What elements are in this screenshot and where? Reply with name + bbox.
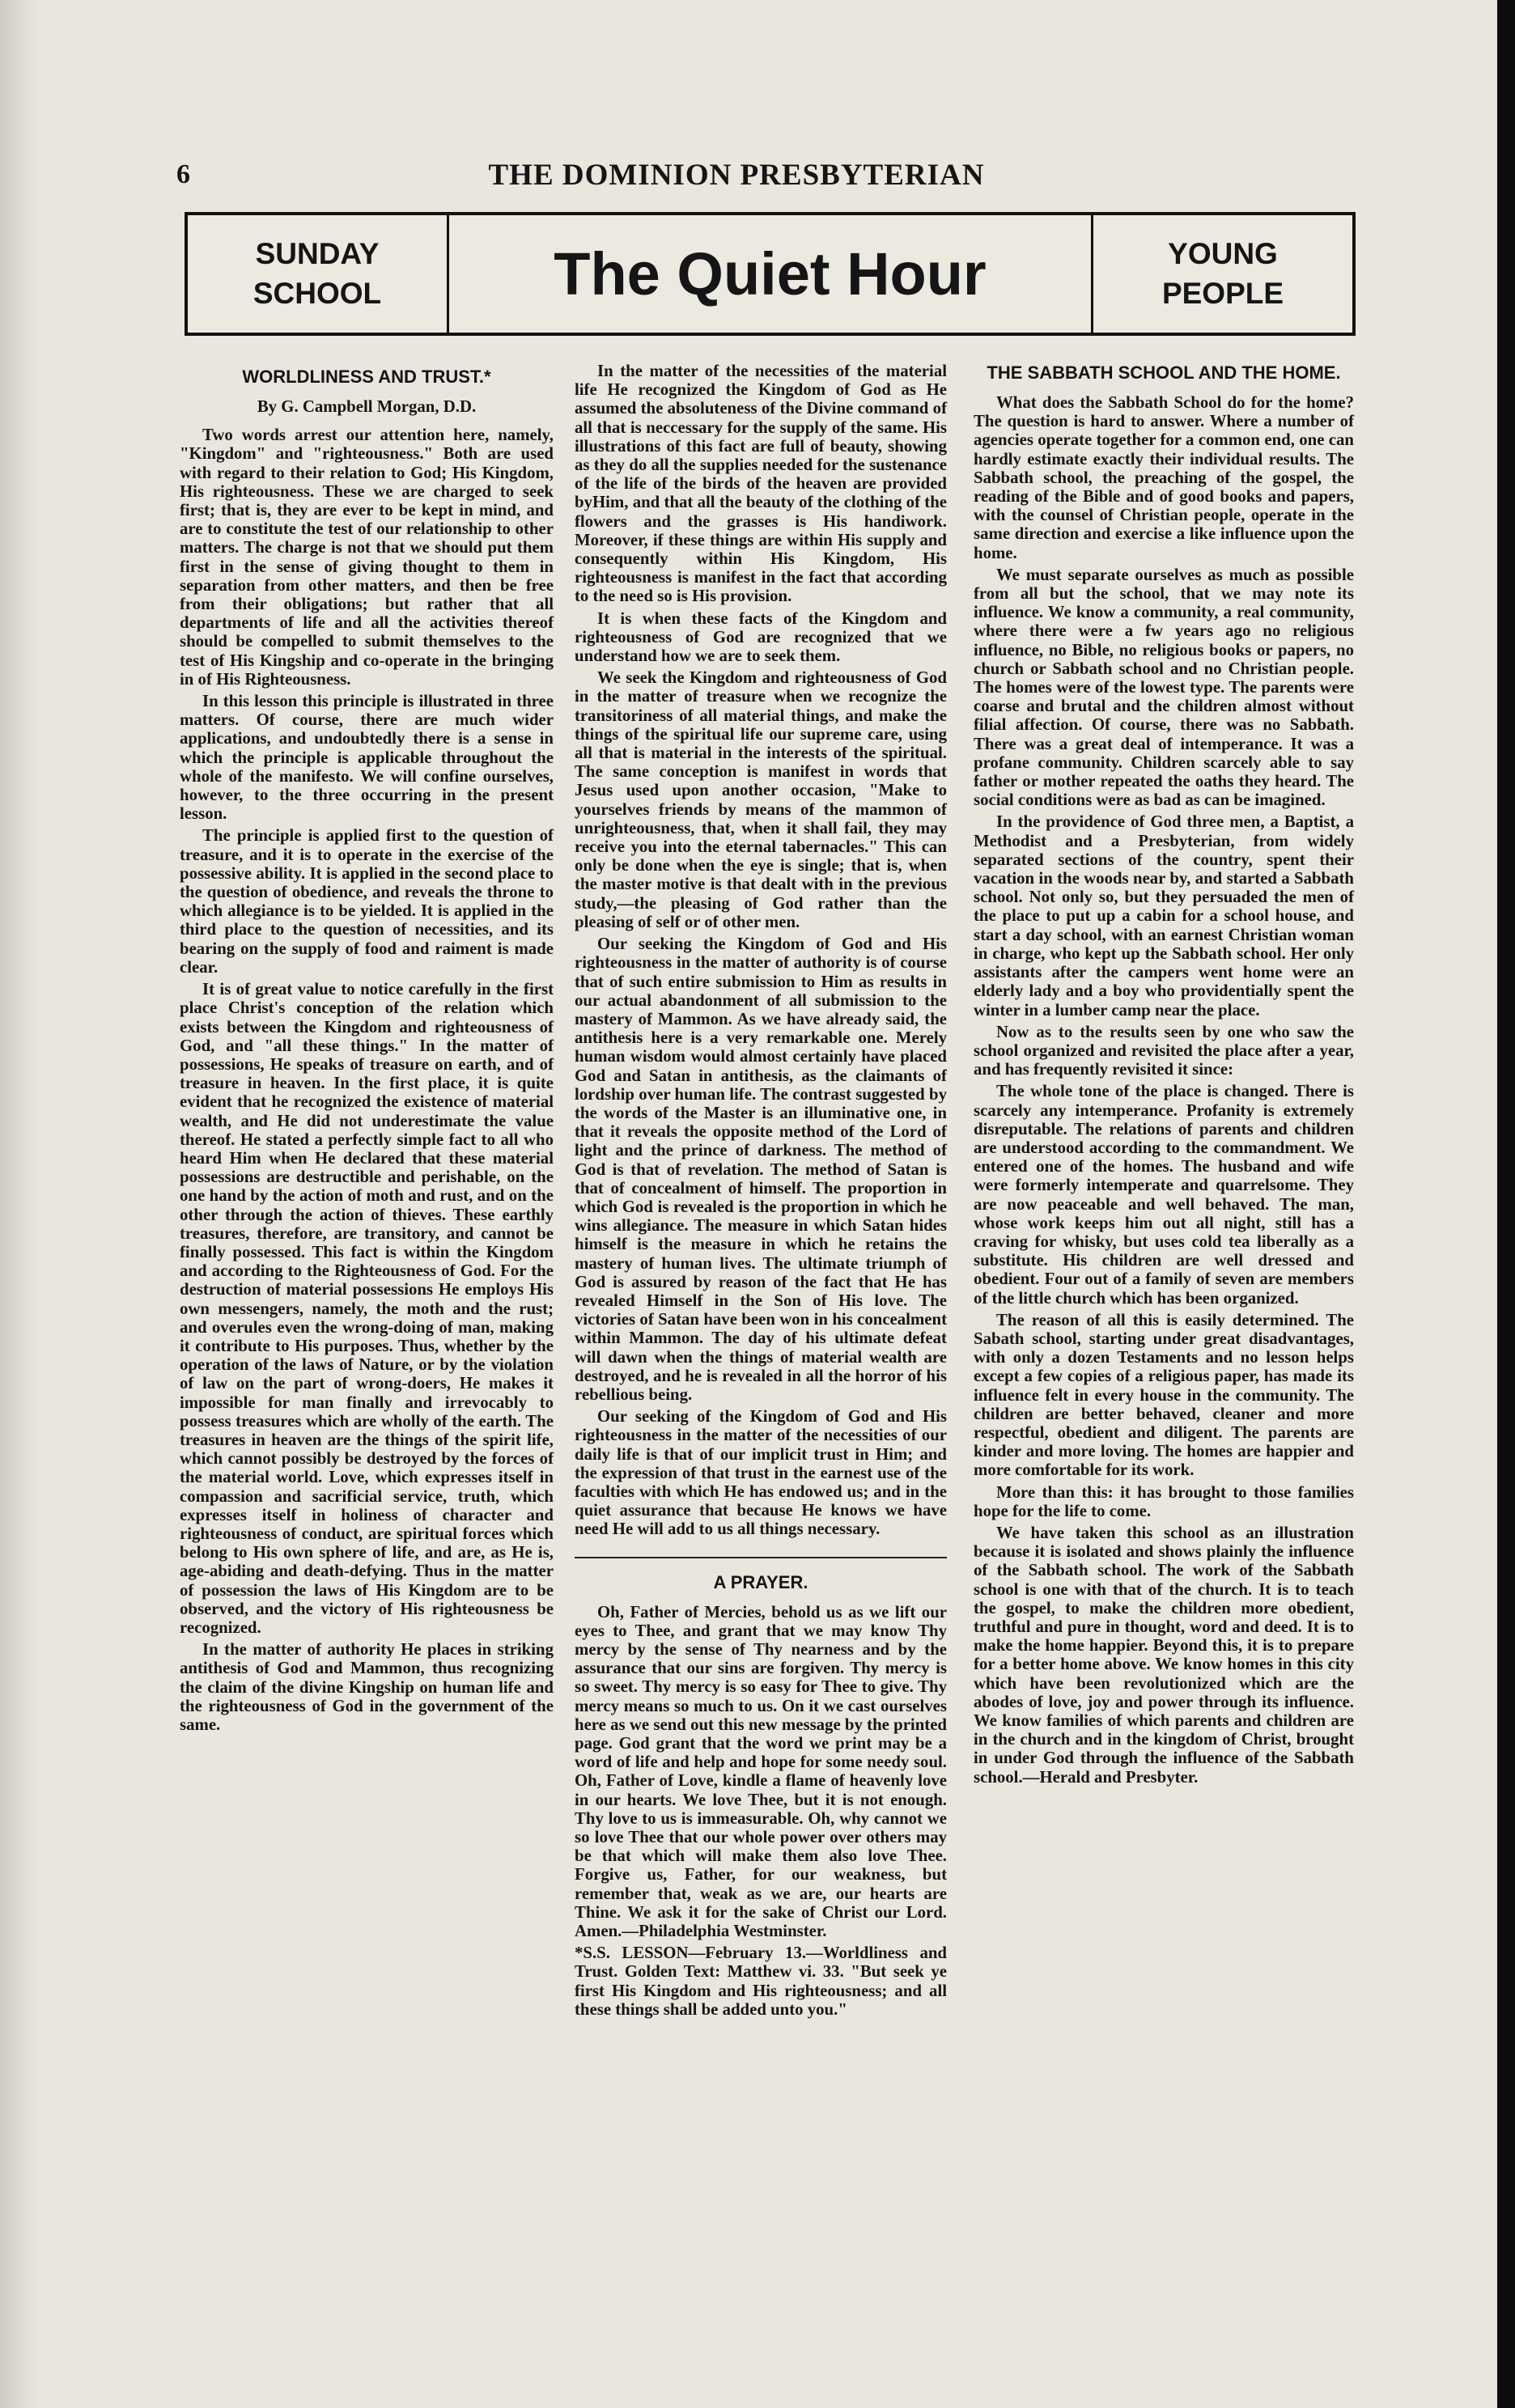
article-title: WORLDLINESS AND TRUST.*: [242, 367, 491, 387]
masthead-right-line2: PEOPLE: [1161, 276, 1284, 310]
masthead-right-line1: YOUNG: [1168, 237, 1278, 271]
paragraph: In the matter of authority He places in striking antithesis of God and Mammon, thus recognizing the claim of the divine Kingship on human life and the righteousness of God in the government of the same.: [180, 1640, 554, 1735]
masthead-left-line2: SCHOOL: [252, 276, 382, 310]
paragraph: It is when these facts of the Kingdom and righteousness of God are recognized that we understand how we are to seek them.: [575, 608, 947, 666]
scan-edge-right: [1497, 0, 1515, 2408]
article-title: THE SABBATH SCHOOL AND THE HOME.: [987, 362, 1341, 383]
paragraph: We must separate ourselves as much as possible from all but the school, that we may note its influence. We know a community, a real community, where there were a fw years ago no religious influence, no Bible, no religious books or papers, no church or Sabbath school and no Christian people. The homes were of the lowest type. The parents were coarse and brutal and the children almost without filial affection. Of course, there was no Sabbath. There was a great deal of intemperance. It was a profane community. Children scarcely able to say father or mother repeated the oaths they heard. The social conditions were as bad as can be imagined.: [974, 565, 1354, 810]
article-byline: By G. Campbell Morgan, D.D.: [257, 397, 477, 416]
paragraph: We have taken this school as an illustration because it is isolated and shows plainly the influence of the Sabbath school. The work of the Sabbath school is one with that of the church. It is to teach the gospel, to make the children more obedient, truthful and pure in thought, word and deed. It is to make the home happier. Beyond this, it is to prepare for a better home above. We know homes in this city which have been revolutionized which are the abodes of love, joy and power through its influence. We know families of which parents and children are in the church and in the kingdom of Christ, brought in under God through the influence of the Sabbath school.—Herald and Presbyter.: [974, 1523, 1354, 1787]
section-masthead: [185, 212, 1356, 336]
paragraph: The reason of all this is easily determined. The Sabath school, starting under great disadvantages, with only a dozen Testaments and no lesson helps except a few copies of a religious paper, has made its influence felt in every house in the community. The children are better behaved, cleaner and more respectful, obedient and diligent. The parents are kinder and more loving. The homes are happier and more comfortable for its work.: [974, 1310, 1354, 1480]
section-divider: [575, 1557, 947, 1558]
masthead-right-box: [1091, 215, 1352, 333]
masthead-left-box: [188, 215, 449, 333]
column-2: [575, 362, 947, 2022]
prayer-text: Oh, Father of Mercies, behold us as we lift our eyes to Thee, and grant that we may know Thy mercy by the sense of Thy nearness and by the assurance that our sins are forgiven. Thy mercy is so sweet. Thy mercy is so easy for Thee to give. Thy mercy means so much to us. On it we cast ourselves here as we send out this new message by the printed page. God grant that the word we print may be a word of life and help and hope for some needy soul. Oh, Father of Love, kindle a flame of heavenly love in our hearts. We love Thee, but it is not enough. Thy love to us is immeasurable. Oh, why cannot we so love Thee that our whole power over others may be that which will make them also love Thee. Forgive us, Father, for our weakness, but remember that, weak as we are, our hearts are Thine. We ask it for the sake of Christ our Lord. Amen.—Philadelphia Westminster.: [575, 1602, 947, 1941]
prayer-title: A PRAYER.: [713, 1571, 808, 1592]
column-3: [974, 362, 1354, 1790]
paragraph: Our seeking the Kingdom of God and His righteousness in the matter of authority is of course that of such entire submission to Him as results in our actual abandonment of all submission to the mastery of Mammon. As we have already said, the antithesis here is a very remarkable one. Merely human wisdom would almost certainly have placed God and Satan in antithesis, as the claimants of lordship over human life. The contrast suggested by the words of the Master is an illuminative one, in that it reveals the opposite method of the Lord of light and the prince of darkness. The method of God is that of revelation. The method of Satan is that of concealment of himself. The proportion in which God is revealed is the proportion in which he wins allegiance. The measure in which Satan hides himself is the measure in which he retains the mastery of human lives. The ultimate triumph of God is assured by reason of the fact that He has revealed Himself in the Son of His love. The victories of Satan have been won in his concealment within Mammon. The day of his ultimate defeat will dawn when the things of material wealth are destroyed, and he is revealed in all the horror of his rebellious being.: [575, 935, 947, 1404]
page-number: 6: [176, 159, 190, 189]
scan-edge-left: [0, 0, 37, 2408]
paragraph: In this lesson this principle is illustrated in three matters. Of course, there are much wider applications, and undoubtedly there is a sense in which the principle is applicable throughout the whole of the manifesto. We will confine ourselves, however, to the three occurring in the present lesson.: [180, 692, 554, 824]
paragraph: More than this: it has brought to those families hope for the life to come.: [974, 1482, 1354, 1520]
column-1: [180, 366, 554, 1737]
paragraph: Our seeking of the Kingdom of God and His righteousness in the matter of the necessities of our daily life is that of our implicit trust in Him; and the expression of that trust in the earnest use of the faculties with which He has endowed us; and in the quiet assurance that because He knows we have need He will add to us all things necessary.: [575, 1407, 947, 1539]
masthead-left-line1: SUNDAY: [255, 237, 380, 271]
paragraph: The principle is applied first to the question of treasure, and it is to operate in the exercise of the possessive ability. It is applied in the second place to the question of obedience, and reveals the throne to which allegiance is to be yielded. It is applied in the third place to the question of necessities, and its bearing on the supply of food and raiment is made clear.: [180, 826, 554, 977]
paragraph: The whole tone of the place is changed. There is scarcely any intemperance. Profanity is extremely disreputable. The relations of parents and children are understood according to the commandment. We entered one of the homes. The husband and wife were formerly intemperate and quarrelsome. They are now peaceable and well behaved. The man, whose work keeps him out all night, still has a craving for whisky, but uses cold tea liberally as a substitute. His children are well dressed and obedient. Four out of a family of seven are members of the little church which has been organized.: [974, 1082, 1354, 1308]
paragraph: We seek the Kingdom and righteousness of God in the matter of treasure when we recognize the transitoriness of all material things, and make the things of the spiritual life our supreme care, using all that is material in the interests of the spiritual. The same conception is manifest in words that Jesus used upon another occasion, "Make to yourselves friends by means of the mammon of unrighteousness, that, when it shall fail, they may receive you into the eternal tabernacles." This can only be done when the eye is single; that is, when the master motive is that dealt with in the previous study,—the pleasing of God rather than the pleasing of self or of other men.: [575, 668, 947, 931]
paragraph: In the matter of the necessities of the material life He recognized the Kingdom of God as He assumed the absoluteness of the Divine command of all that is neccessary for the supply of the same. His illustrations of this fact are full of beauty, showing as they do all the supplies needed for the sustenance of the life of the birds of the heaven are provided byHim, and that all the beauty of the clothing of the flowers and the grasses is His handiwork. Moreover, if these things are within His supply and consequently within His Kingdom, His righteousness is manifest in the fact that according to the need so is His provision.: [575, 362, 947, 606]
paragraph: What does the Sabbath School do for the home? The question is hard to answer. Where a number of agencies operate together for a common end, one can hardly estimate exactly their individual results. The Sabbath school, the preaching of the gospel, the reading of the Bible and of good books and papers, with the counsel of Christian people, operate in the same direction and exercise a like influence upon the home.: [974, 393, 1354, 562]
running-head: THE DOMINION PRESBYTERIAN: [488, 159, 985, 192]
paragraph: Now as to the results seen by one who saw the school organized and revisited the place after a year, and has frequently revisited it since:: [974, 1022, 1354, 1079]
masthead-title: The Quiet Hour: [554, 240, 987, 307]
paragraph: In the providence of God three men, a Baptist, a Methodist and a Presbyterian, from widely separated sections of the country, spent their vacation in the woods near by, and started a Sabbath school. Not only so, but they persuaded the men of the place to put up a cabin for a school house, and start a day school, with an earnest Christian woman in charge, who kept up the Sabbath school. Her only assistants after the campers went home were an elderly lady and a boy who providentially spent the winter in a lumber camp near the place.: [974, 812, 1354, 1020]
lesson-footnote: *S.S. LESSON—February 13.—Worldliness and Trust. Golden Text: Matthew vi. 33. "But seek ye first His Kingdom and His righteousness; and all these things shall be added unto you.": [575, 1944, 947, 2019]
paragraph: Two words arrest our attention here, namely, "Kingdom" and "righteousness." Both are used with regard to their relation to God; His Kingdom, His righteousness. These we are charged to seek first; that is, they are ever to be kept in mind, and are to constitute the test of our relationship to other matters. The charge is not that we should put them first in the sense of giving thought to them in separation from other matters, and then be free from their obligations; but rather that all departments of life and all the activities thereof should be compelled to submit themselves to the test of His Kingship and co-operate in the bringing in of His Righteousness.: [180, 426, 554, 689]
paragraph: It is of great value to notice carefully in the first place Christ's conception of the relation which exists between the Kingdom and righteousness of God, and "all these things." In the matter of possessions, He speaks of treasure on earth, and of treasure in heaven. In the first place, it is quite evident that he recognized the existence of material wealth, and He did not underestimate the value thereof. He stated a perfectly simple fact to all who heard Him when He declared that these material possessions are destructible and perishable, on the one hand by the action of moth and rust, and on the other through the action of thieves. These earthly treasures, therefore, are transitory, and cannot be finally possessed. This fact is within the Kingdom and according to the Righteousness of God. For the destruction of material possessions He employs His own messengers, namely, the moth and the rust; and overules even the wrong-doing of man, making it contribute to His purposes. Thus, whether by the operation of the laws of Nature, or by the violation of law on the part of wrong-doers, He makes it impossible for man finally and irrevocably to possess treasures which are wholly of the earth. The treasures in heaven are the things of the spirit life, which cannot possibly be destroyed by the forces of the material world. Love, which expresses itself in compassion and sacrificial service, truth, which expresses itself in holiness of character and righteousness of conduct, are spiritual forces which belong to His own sphere of life, and are, as He is, age-abiding and death-defying. Thus in the matter of possession the laws of His Kingdom are to be observed, and the victory of His righteousness be recognized.: [180, 980, 554, 1637]
